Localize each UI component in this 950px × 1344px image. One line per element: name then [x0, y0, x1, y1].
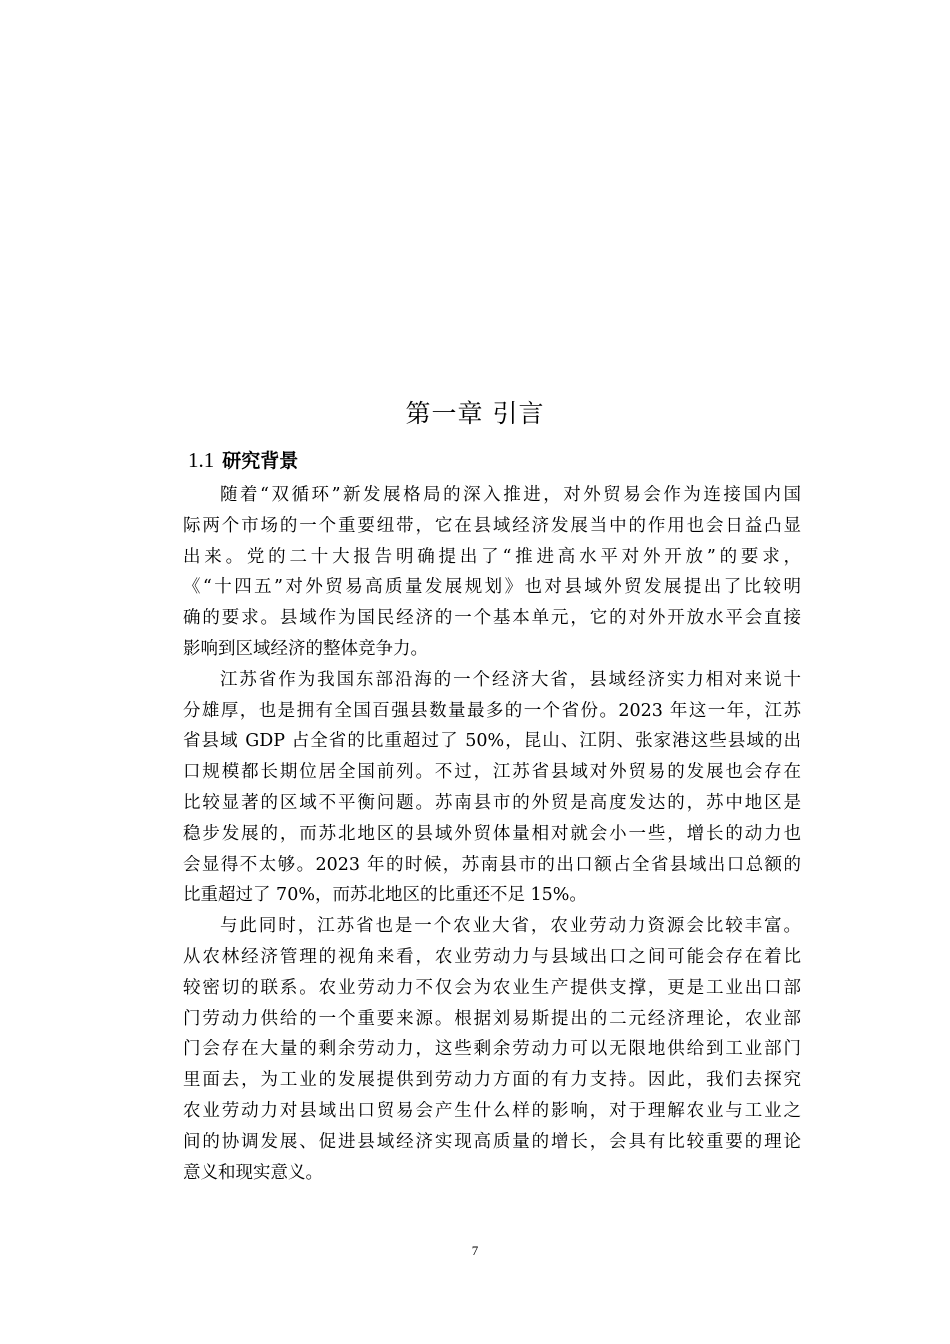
paragraph-3-line: 从农林经济管理的视角来看，农业劳动力与县域出口之间可能会存在着比	[183, 946, 801, 967]
paragraph-2-line: 稳步发展的，而苏北地区的县域外贸体量相对就会小一些，增长的动力也	[183, 823, 801, 844]
paragraph-3-line: 意义和现实意义。	[183, 1162, 323, 1183]
paragraph-1-line: 确的要求。县域作为国民经济的一个基本单元，它的对外开放水平会直接	[183, 608, 801, 629]
paragraph-2-line: 省县域 GDP 占全省的比重超过了 50%，昆山、江阴、张家港这些县域的出	[183, 731, 801, 752]
paragraph-2-line: 口规模都长期位居全国前列。不过，江苏省县域对外贸易的发展也会存在	[183, 762, 801, 783]
section-number: 1.1	[188, 448, 215, 472]
paragraph-2-line: 比较显著的区域不平衡问题。苏南县市的外贸是高度发达的，苏中地区是	[183, 792, 801, 813]
paragraph-3-line: 门会存在大量的剩余劳动力，这些剩余劳动力可以无限地供给到工业部门	[183, 1039, 801, 1060]
paragraph-1-line: 出来。党的二十大报告明确提出了“推进高水平对外开放”的要求，	[183, 546, 801, 567]
paragraph-3-line: 农业劳动力对县域出口贸易会产生什么样的影响，对于理解农业与工业之	[183, 1100, 801, 1121]
paragraph-2-line: 江苏省作为我国东部沿海的一个经济大省，县域经济实力相对来说十	[220, 669, 801, 690]
paragraph-2-line: 比重超过了 70%，而苏北地区的比重还不足 15%。	[183, 885, 587, 906]
paragraph-1-line: 影响到区域经济的整体竞争力。	[183, 638, 428, 659]
paragraph-2-line: 分雄厚，也是拥有全国百强县数量最多的一个省份。2023 年这一年，江苏	[183, 700, 801, 721]
page-number: 7	[471, 1243, 479, 1258]
paragraph-1-line: 际两个市场的一个重要纽带，它在县域经济发展当中的作用也会日益凸显	[183, 515, 801, 536]
paragraph-1-line: 随着“双循环”新发展格局的深入推进，对外贸易会作为连接国内国	[220, 485, 801, 505]
chapter-title: 第一章 引言	[405, 399, 545, 428]
paragraph-3-line: 门劳动力供给的一个重要来源。根据刘易斯提出的二元经济理论，农业部	[183, 1008, 801, 1029]
paragraph-1-line: 《“十四五”对外贸易高质量发展规划》也对县域外贸发展提出了比较明	[183, 577, 801, 598]
section-title: 研究背景	[222, 450, 299, 472]
body-text	[183, 480, 801, 1188]
paragraph-3-line: 与此同时，江苏省也是一个农业大省，农业劳动力资源会比较丰富。	[220, 916, 801, 937]
section-heading	[188, 446, 298, 475]
paragraph-3-line: 间的协调发展、促进县域经济实现高质量的增长，会具有比较重要的理论	[183, 1131, 801, 1152]
paragraph-2-line: 会显得不太够。2023 年的时候，苏南县市的出口额占全省县域出口总额的	[183, 854, 801, 875]
paragraph-3-line: 里面去，为工业的发展提供到劳动力方面的有力支持。因此，我们去探究	[183, 1070, 801, 1091]
paragraph-3-line: 较密切的联系。农业劳动力不仅会为农业生产提供支撑，更是工业出口部	[183, 977, 801, 998]
